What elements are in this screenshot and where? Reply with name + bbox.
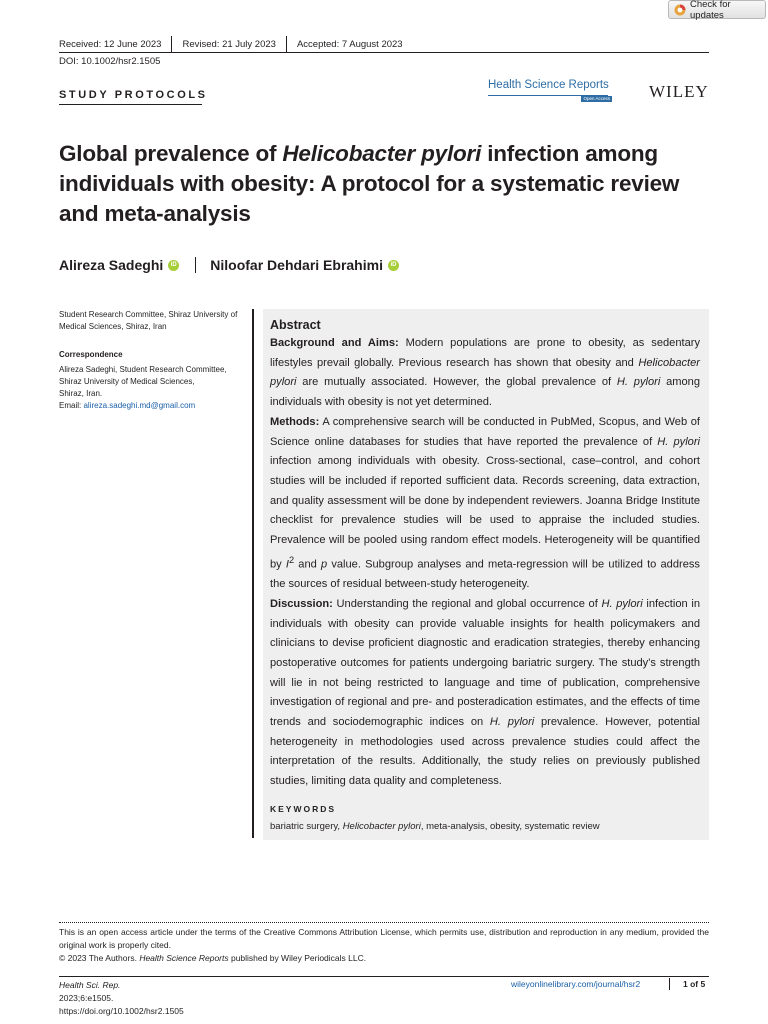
article-title <box>59 139 699 229</box>
page-number: 1 of 5 <box>683 979 706 989</box>
abstract-text: Modern populations are prone to obesity, as sedentary lifestyles prevail globally. Previous research has shown that obesity and <box>270 337 700 369</box>
abstract-heading: Abstract <box>270 318 321 332</box>
journal-name: Health Science Reports <box>488 79 609 91</box>
date-divider <box>171 36 172 53</box>
abstract-rule <box>252 309 254 838</box>
correspondence-line: Shiraz University of Medical Sciences, <box>59 377 195 386</box>
keywords-heading: KEYWORDS <box>270 804 337 814</box>
abstract-italic: H. pylori <box>657 435 700 448</box>
author-name[interactable]: Niloofar Dehdari Ebrahimi <box>210 257 383 273</box>
correspondence-heading: Correspondence <box>59 350 123 359</box>
copyright-text: published by Wiley Periodicals LLC. <box>228 953 367 963</box>
abstract-text: among individuals with obesity is not yet determined. <box>270 376 701 409</box>
crossmark-icon <box>674 4 686 16</box>
orcid-icon[interactable]: iD <box>168 260 179 271</box>
email-link[interactable]: alireza.sadeghi.md@gmail.com <box>83 401 196 410</box>
keywords <box>270 821 600 832</box>
background-label: Background and Aims: <box>270 337 399 349</box>
abstract-italic: I <box>285 558 289 571</box>
abstract-text: A comprehensive search will be conducted in PubMed, Scopus, and Web of Science online databases for studies that have reported the prevalence of <box>270 415 700 448</box>
article-dates <box>59 38 403 51</box>
correspondence <box>59 364 249 412</box>
copyright-journal: Health Science Reports <box>139 953 229 963</box>
abstract-italic: H. pylori <box>489 716 535 729</box>
affiliation: Student Research Committee, Shiraz University of Medical Sciences, Shiraz, Iran <box>59 310 238 331</box>
abstract-text: value. Subgroup analyses and meta-regression will be utilized to address the sources of residual between-study heterogeneity. <box>270 558 700 591</box>
license-text: This is an open access article under the terms of the Creative Commons Attribution License, which permits use, distribution and reproduction in any medium, provided the original work is properly cited. <box>59 927 709 950</box>
date-divider <box>286 36 287 53</box>
email-line <box>59 400 249 412</box>
title-species: Helicobacter pylori <box>282 141 482 166</box>
correspondence-line: Alireza Sadeghi, Student Research Committee, <box>59 365 227 374</box>
keywords-text: , meta-analysis, obesity, systematic review <box>420 821 600 832</box>
correspondence-line: Shiraz, Iran. <box>59 389 103 398</box>
abstract-text: prevalence. However, potential heterogeneity in methodologies used across prevalence studies could affect the interpretation of the results. Additionally, the study relies on previously published studies, limiting data quality and completeness. <box>270 716 700 788</box>
abstract-superscript: 2 <box>288 554 295 565</box>
abstract-italic: H. pylori <box>616 376 661 389</box>
abstract-text: and <box>294 558 321 571</box>
accepted-date: Accepted: 7 August 2023 <box>296 39 403 50</box>
citation-doi[interactable]: https://doi.org/10.1002/hsr2.1505 <box>59 1006 184 1016</box>
abstract-text: Understanding the regional and global occurrence of <box>332 597 602 610</box>
abstract-italic: Helicobacter pylori <box>270 356 700 389</box>
methods-label: Methods: <box>270 415 320 428</box>
publisher-logo: WILEY <box>649 82 709 101</box>
open-access-badge: Open Access <box>583 96 610 101</box>
section-rule <box>59 104 202 105</box>
keywords-italic: Helicobacter pylori <box>342 821 421 832</box>
journal-url-link[interactable]: wileyonlinelibrary.com/journal/hsr2 <box>511 979 641 989</box>
abstract-body <box>270 334 700 792</box>
copyright-text: © 2023 The Authors. <box>59 953 140 963</box>
abstract-italic: p <box>320 558 328 571</box>
title-text: Global prevalence of <box>59 141 283 166</box>
check-for-updates-label: Check for updates <box>690 0 731 21</box>
keywords-text: bariatric surgery, <box>270 821 343 832</box>
email-label: Email: <box>59 401 84 410</box>
author-list <box>59 257 399 273</box>
copyright <box>59 953 366 963</box>
citation-journal: Health Sci. Rep. <box>59 980 121 990</box>
revised-date: Revised: 21 July 2023 <box>182 39 276 50</box>
abstract-text: are mutually associated. However, the global prevalence of <box>296 376 617 389</box>
footer-divider <box>669 978 670 990</box>
abstract-italic: H. pylori <box>601 597 643 610</box>
footer-rule <box>59 976 709 977</box>
footer-dotted-rule <box>59 922 709 923</box>
header-rule <box>59 52 709 53</box>
citation-volume: 2023;6:e1505. <box>59 993 114 1003</box>
citation <box>59 979 184 1018</box>
discussion-label: Discussion: <box>270 597 333 610</box>
author-divider <box>195 257 196 273</box>
journal-logo <box>488 79 612 103</box>
orcid-icon[interactable]: iD <box>388 260 399 271</box>
abstract-text: infection in individuals with obesity can provide valuable insights for health policymakers and clinicians to devise proficient diagnostic and eradication strategies, thereby enhancing postoperative outcomes for patients undergoing bariatric surgery. The study's strength will lie in not being restricted to language and time of publication, comprehensive investigation of regional and pre- and posteradication estimates, and the effects of time trends and sociodemographic indices on <box>270 597 700 729</box>
doi: DOI: 10.1002/hsr2.1505 <box>59 56 161 67</box>
author-name[interactable]: Alireza Sadeghi <box>59 257 164 273</box>
title-text: infection among individuals with obesity: A protocol for a systematic review and meta-analysis <box>59 141 680 226</box>
abstract-text: infection among individuals with obesity. Cross-sectional, case–control, and cohort studies will be included if reported sufficient data. Records screening, data extraction, and quality assessment will be done by independent reviewers. Joanna Bridge Institute checklist for prevalence studies will be used to appraise the included studies. Prevalence will be pooled using random effect models. Heterogeneity will be quantified by <box>270 455 700 571</box>
citation-line <box>59 979 184 1005</box>
check-for-updates-button[interactable] <box>668 0 766 19</box>
received-date: Received: 12 June 2023 <box>59 39 162 50</box>
section-label: STUDY PROTOCOLS <box>59 89 208 101</box>
